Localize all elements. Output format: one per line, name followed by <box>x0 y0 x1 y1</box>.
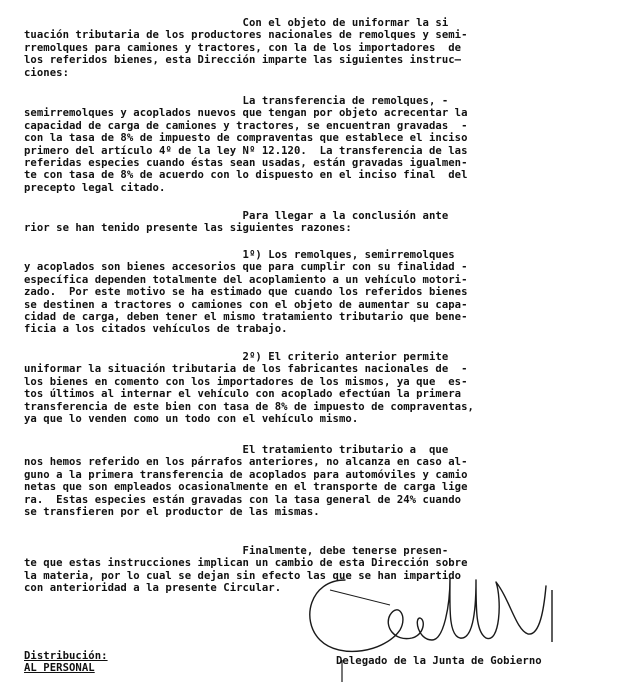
distribution-block <box>24 650 108 675</box>
paragraph-razon-2 <box>24 351 614 425</box>
text-line: semirremolques y acoplados nuevos que tengan por objeto acrecentar la <box>24 107 468 120</box>
text-line: rior se han tenido presente las siguientes razones: <box>24 222 352 235</box>
paragraph-intro <box>24 17 614 79</box>
text-line: específica dependen totalmente del acoplamiento a un vehículo motori- <box>24 273 468 286</box>
text-line: guno a la primera transferencia de acoplados para automóviles y camio <box>24 468 468 481</box>
paragraph-transferencia <box>24 95 614 194</box>
text-line: rremolques para camiones y tractores, con la de los importadores de <box>24 41 462 54</box>
text-line: transferencia de este bien con tasa de 8% de impuesto de compraventas, <box>24 400 474 413</box>
text-line: te que estas instrucciones implican un cambio de esta Dirección sobre <box>24 557 468 570</box>
text-line: netas que son empleados ocasionalmente en el transporte de carga lige <box>24 481 468 494</box>
signer-block <box>336 655 542 667</box>
text-line: Finalmente, debe tenerse presen- <box>24 545 449 557</box>
text-line: 1º) Los remolques, semirremolques <box>24 249 455 261</box>
text-line: la materia, por lo cual se dejan sin efecto las que se han impartido <box>24 569 462 582</box>
text-line: los referidos bienes, esta Dirección imparte las siguientes instruc— <box>24 54 462 67</box>
distribution-label: Distribución: <box>24 650 108 662</box>
text-line: La transferencia de remolques, - <box>24 95 449 107</box>
text-line: ficia a los citados vehículos de trabajo. <box>24 323 288 336</box>
text-line: con la tasa de 8% de impuesto de compraventas que establece el inciso <box>24 132 468 145</box>
text-line: nos hemos referido en los párrafos anteriores, no alcanza en caso al- <box>24 456 468 469</box>
text-line: se destinen a tractores o camiones con el objeto de aumentar su capa- <box>24 298 468 311</box>
text-line: se transfieren por el productor de las mismas. <box>24 506 320 519</box>
text-line: y acoplados son bienes accesorios que para cumplir con su finalidad - <box>24 261 468 274</box>
text-line: ya que lo venden como un todo con el vehículo mismo. <box>24 413 359 426</box>
signer-title: Delegado de la Junta de Gobierno <box>336 655 542 667</box>
text-line: te con tasa de 8% de acuerdo con lo dispuesto en el inciso final del <box>24 169 468 182</box>
text-line: precepto legal citado. <box>24 181 166 194</box>
text-line: capacidad de carga de camiones y tractores, se encuentran gravadas - <box>24 119 468 132</box>
paragraph-tratamiento <box>24 444 614 518</box>
text-line: ra. Estas especies están gravadas con la tasa general de 24% cuando <box>24 493 462 506</box>
text-line: cidad de carga, deben tener el mismo tratamiento tributario que bene- <box>24 311 468 324</box>
text-line: 2º) El criterio anterior permite <box>24 351 449 363</box>
text-line: uniformar la situación tributaria de los fabricantes nacionales de - <box>24 363 468 376</box>
text-line: con anterioridad a la presente Circular. <box>24 582 282 595</box>
text-line: tos últimos al internar el vehículo con acoplado efectúan la primera <box>24 388 462 401</box>
paragraph-razon-1 <box>24 249 614 336</box>
text-line: los bienes en comento con los importadores de los mismos, ya que es- <box>24 375 468 388</box>
text-line: primero del artículo 4º de la ley Nº 12.120. La transferencia de las <box>24 144 468 157</box>
text-line: El tratamiento tributario a que <box>24 444 449 456</box>
text-line: zado. Por este motivo se ha estimado que cuando los referidos bienes <box>24 286 468 299</box>
text-line: ciones: <box>24 66 69 79</box>
text-line: referidas especies cuando éstas sean usadas, están gravadas igualmen- <box>24 157 468 170</box>
distribution-value: AL PERSONAL <box>24 662 95 675</box>
text-line: tuación tributaria de los productores nacionales de remolques y semi- <box>24 29 468 42</box>
text-line: Con el objeto de uniformar la si <box>24 17 449 29</box>
text-line: Para llegar a la conclusión ante <box>24 210 449 222</box>
paragraph-razones <box>24 210 614 235</box>
